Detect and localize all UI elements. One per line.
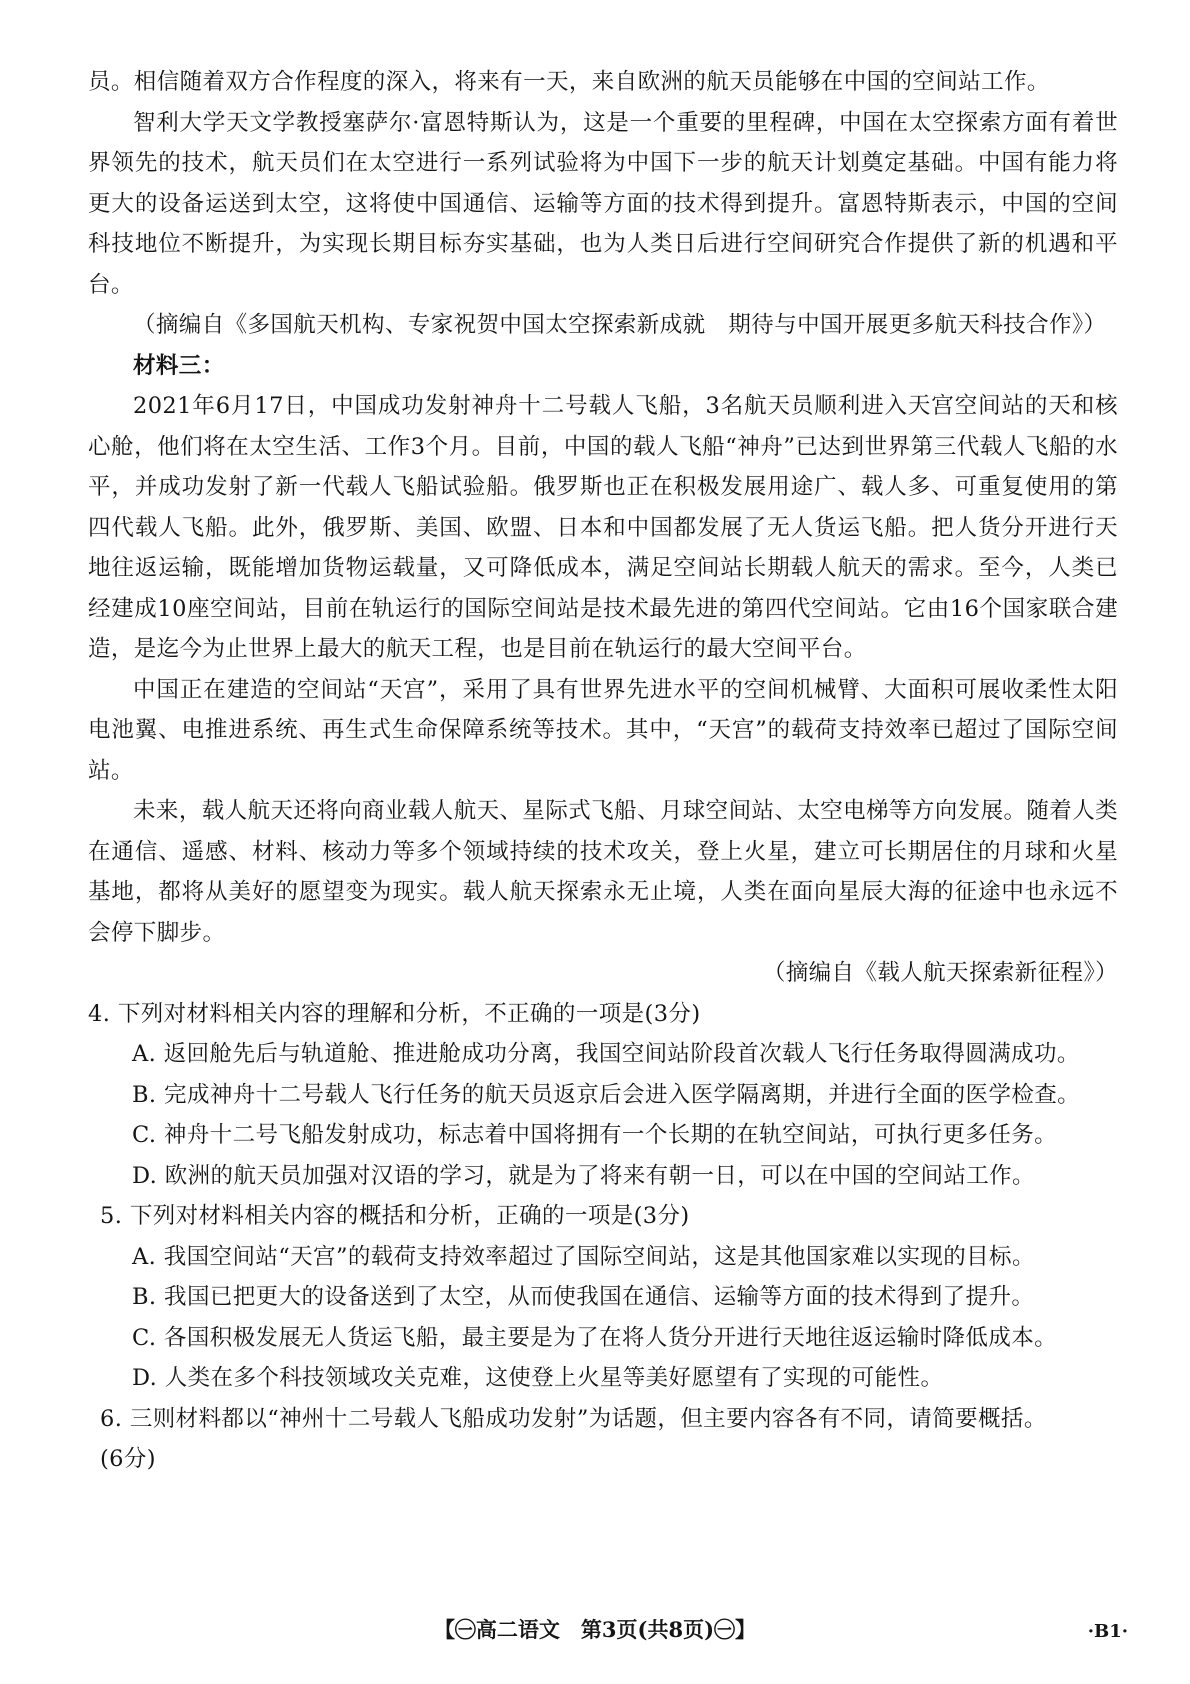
material3-heading: 材料三： bbox=[133, 352, 225, 379]
exam-page bbox=[88, 62, 1118, 1480]
material3-paragraph-3: 未来，载人航天还将向商业载人航天、星际式飞船、月球空间站、太空电梯等方向发展。随着人类在通信、遥感、材料、核动力等多个领域持续的技术攻关，登上火星，建立可长期居住的月球和火星基地，都将从美好的愿望变为现实。载人航天探索永无止境，人类在面向星辰大海的征途中也永远不会停下脚步。 bbox=[88, 798, 1118, 946]
question-score: (6分) bbox=[100, 1446, 156, 1472]
material2-source: （摘编自《多国航天机构、专家祝贺中国太空探索新成就 期待与中国开展更多航天科技合作》） bbox=[133, 312, 1107, 338]
option-b[interactable]: B. 我国已把更大的设备送到了太空，从而使我国在通信、运输等方面的技术得到了提升。 bbox=[132, 1284, 1035, 1310]
question-stem: 6. 三则材料都以“神州十二号载人飞船成功发射”为话题，但主要内容各有不同，请简要概括。 bbox=[100, 1405, 1047, 1432]
question-4 bbox=[88, 994, 1118, 1197]
option-d[interactable]: D. 欧洲的航天员加强对汉语的学习，就是为了将来有朝一日，可以在中国的空间站工作。 bbox=[132, 1162, 1035, 1189]
footer-version-code: ·B1· bbox=[1087, 1621, 1128, 1642]
material2-tail-line: 员。相信随着双方合作程度的深入，将来有一天，来自欧洲的航天员能够在中国的空间站工作。 bbox=[88, 69, 1050, 95]
option-b[interactable]: B. 完成神舟十二号载人飞行任务的航天员返京后会进入医学隔离期，并进行全面的医学检查。 bbox=[132, 1081, 1081, 1108]
question-stem: 4. 下列对材料相关内容的理解和分析，不正确的一项是(3分) bbox=[88, 1000, 701, 1027]
question-stem: 5. 下列对材料相关内容的概括和分析，正确的一项是(3分) bbox=[100, 1203, 690, 1229]
option-c[interactable]: C. 各国积极发展无人货运飞船，最主要是为了在将人货分开进行天地往返运输时降低成本。 bbox=[132, 1324, 1058, 1351]
material2-paragraph: 智利大学天文学教授塞萨尔·富恩特斯认为，这是一个重要的里程碑，中国在太空探索方面有着世界领先的技术，航天员们在太空进行一系列试验将为中国下一步的航天计划奠定基础。中国有能力将更大的设备运送到太空，这将使中国通信、运输等方面的技术得到提升。富恩特斯表示，中国的空间科技地位不断提升，为实现长期目标夯实基础，也为人类日后进行空间研究合作提供了新的机遇和平台。 bbox=[88, 109, 1118, 298]
material3-paragraph-2: 中国正在建造的空间站“天宫”，采用了具有世界先进水平的空间机械臂、大面积可展收柔性太阳电池翼、电推进系统、再生式生命保障系统等技术。其中，“天宫”的载荷支持效率已超过了国际空间站。 bbox=[88, 676, 1118, 784]
option-c[interactable]: C. 神舟十二号飞船发射成功，标志着中国将拥有一个长期的在轨空间站，可执行更多任务。 bbox=[132, 1122, 1058, 1148]
option-a[interactable]: A. 我国空间站“天宫”的载荷支持效率超过了国际空间站，这是其他国家难以实现的目标。 bbox=[132, 1243, 1035, 1270]
option-d[interactable]: D. 人类在多个科技领域攻关克难，这使登上火星等美好愿望有了实现的可能性。 bbox=[132, 1365, 944, 1391]
page-footer bbox=[0, 1614, 1190, 1646]
question-5 bbox=[88, 1196, 1118, 1399]
material3-paragraph-1: 2021年6月17日，中国成功发射神舟十二号载人飞船，3名航天员顺利进入天宫空间站的天和核心舱，他们将在太空生活、工作3个月。目前，中国的载人飞船“神舟”已达到世界第三代载人飞船的水平，并成功发射了新一代载人飞船试验船。俄罗斯也正在积极发展用途广、载人多、可重复使用的第四代载人飞船。此外，俄罗斯、美国、欧盟、日本和中国都发展了无人货运飞船。把人货分开进行天地往返运输，既能增加货物运载量，又可降低成本，满足空间站长期载人航天的需求。至今，人类已经建成10座空间站，目前在轨运行的国际空间站是技术最先进的第四代空间站。它由16个国家联合建造，是迄今为止世界上最大的航天工程，也是目前在轨运行的最大空间平台。 bbox=[88, 393, 1118, 662]
material3-source: （摘编自《载人航天探索新征程》） bbox=[762, 960, 1118, 986]
question-6 bbox=[88, 1399, 1118, 1480]
option-a[interactable]: A. 返回舱先后与轨道舱、推进舱成功分离，我国空间站阶段首次载人飞行任务取得圆满成功。 bbox=[132, 1041, 1080, 1067]
footer-page-info: 【㊀高二语文 第3页(共8页)㊀】 bbox=[433, 1617, 757, 1642]
